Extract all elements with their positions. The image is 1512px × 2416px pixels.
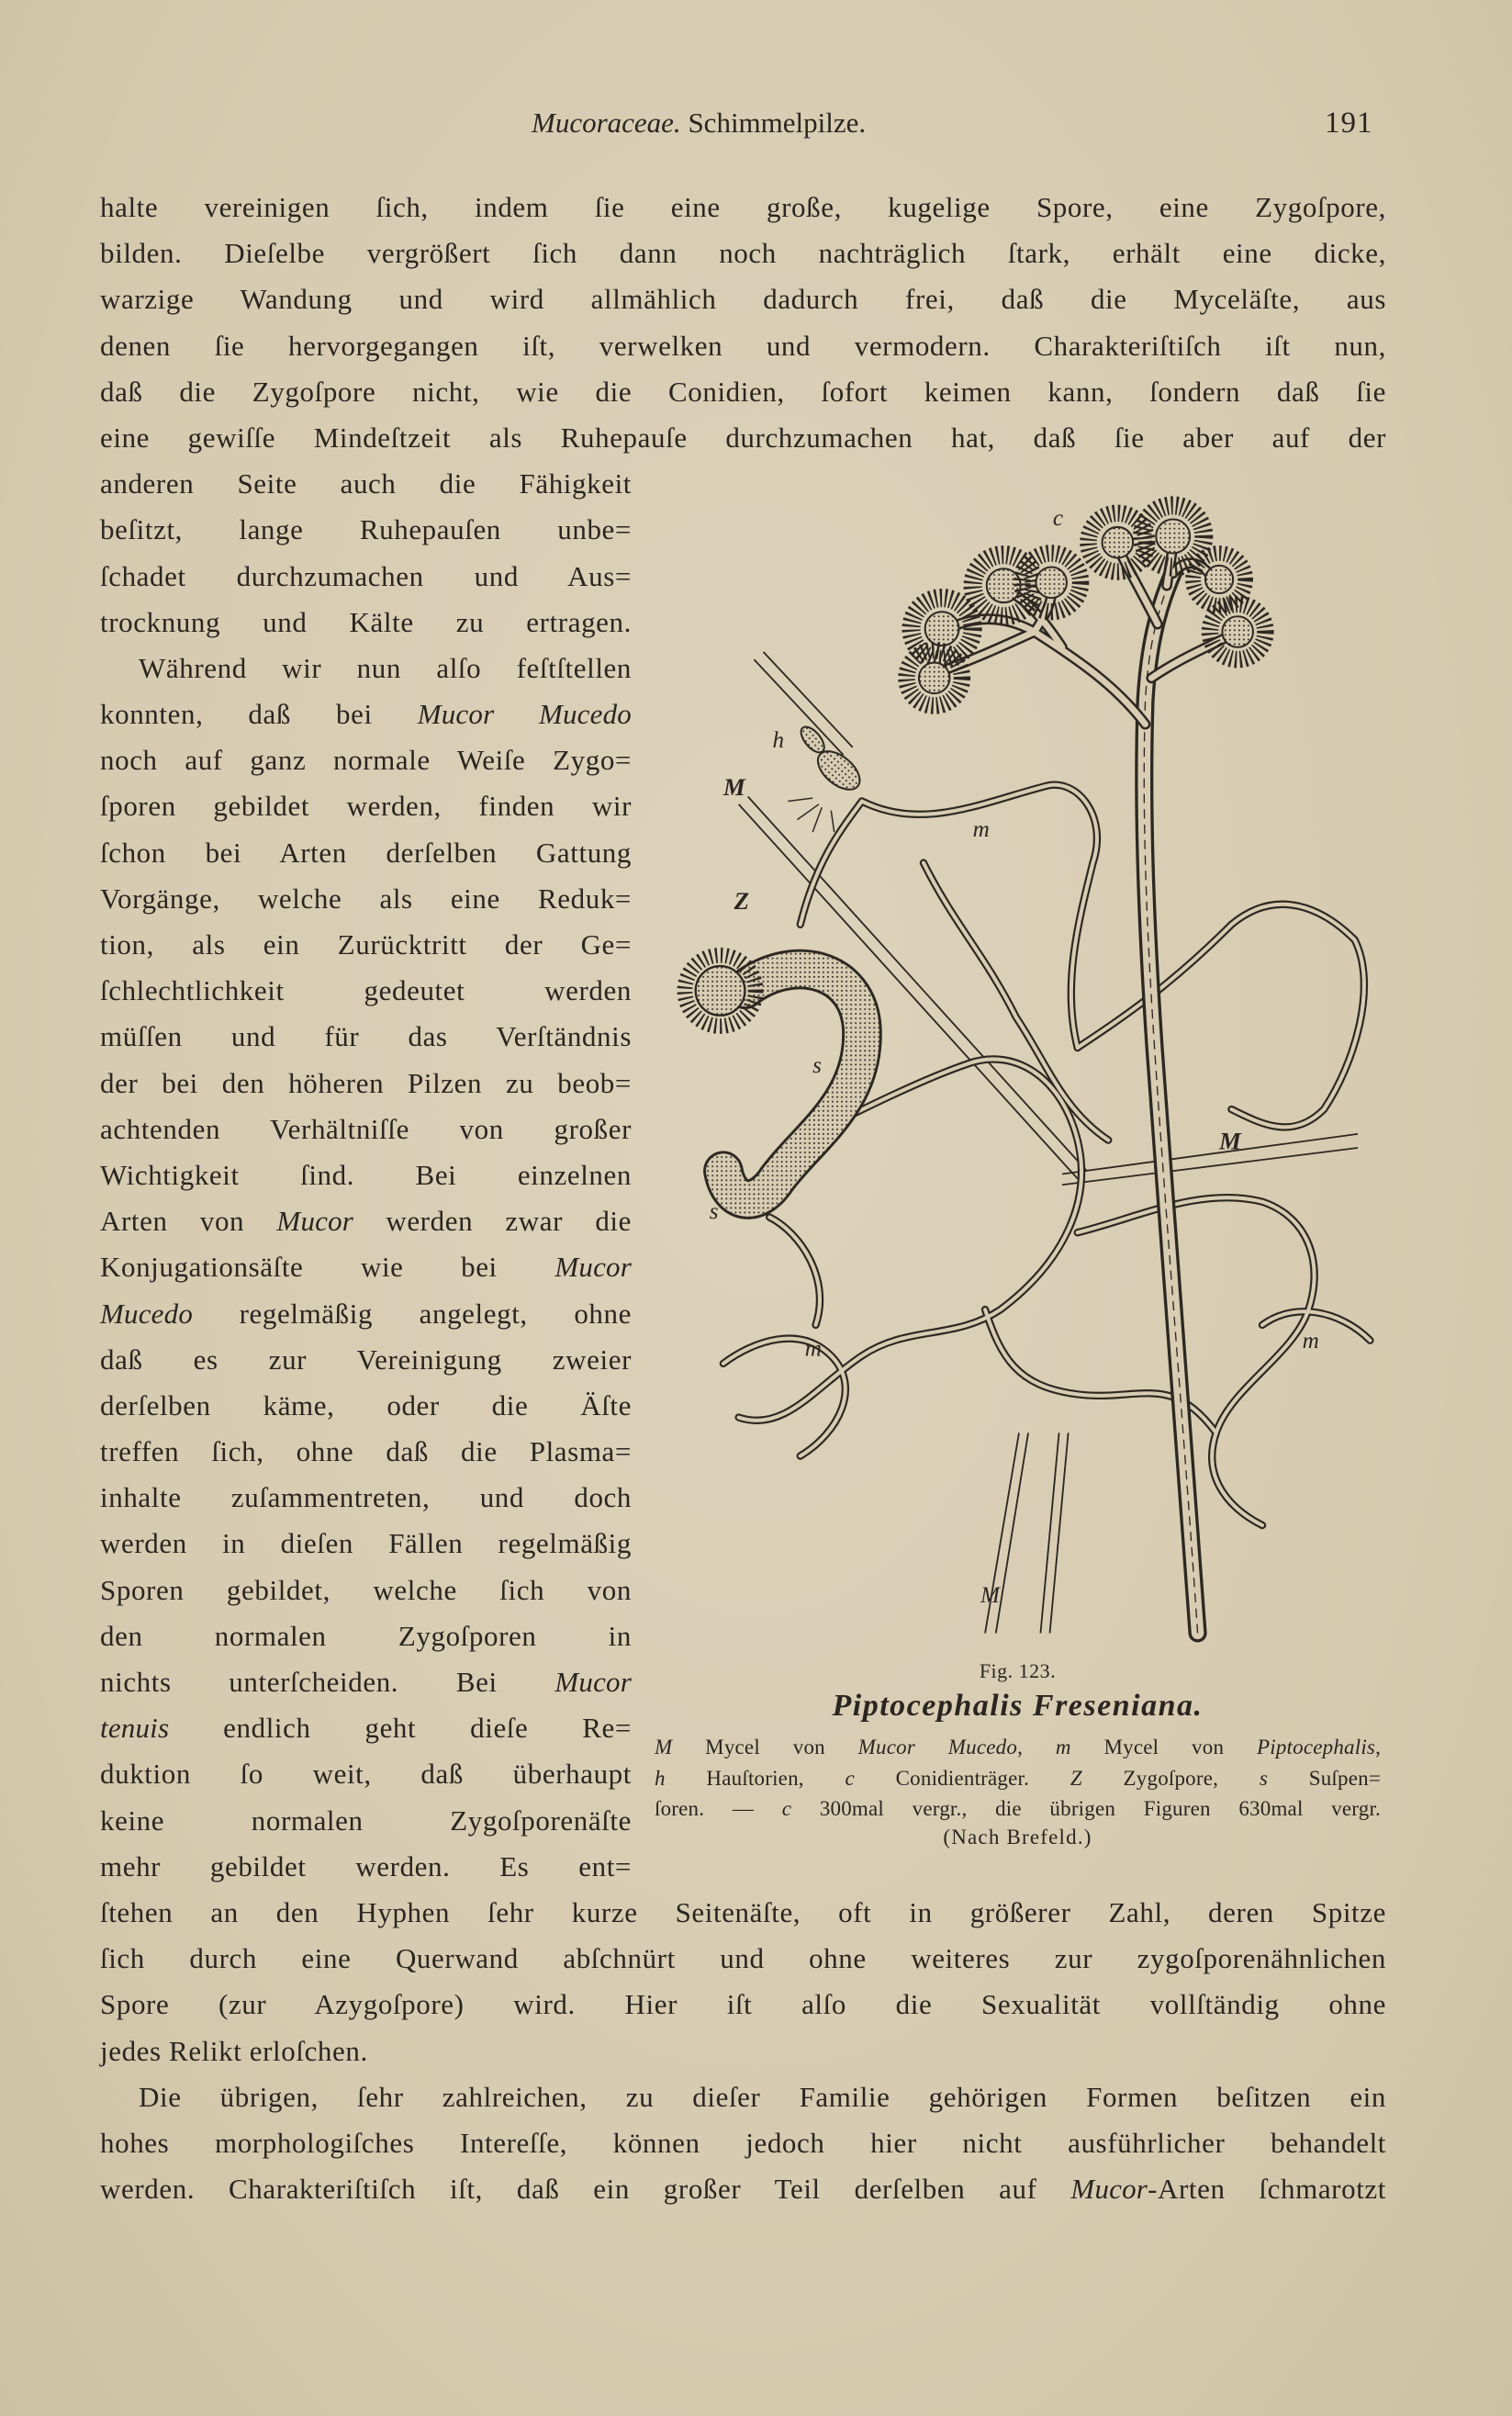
text-line <box>100 1244 632 1290</box>
caption-text: ſoren. — <box>655 1797 782 1820</box>
text-segment: Konjugationsäſte wie bei <box>100 1251 555 1284</box>
text-line: jedes Relikt erloſchen. <box>100 2034 368 2067</box>
text-segment: nichts unterſcheiden. Bei <box>100 1666 555 1698</box>
text-line <box>100 1291 632 1337</box>
text-line: beſitzt, lange Ruhepauſen unbe= <box>100 513 632 546</box>
species-name: Mucor <box>276 1205 354 1238</box>
text-line: warzige Wandung und wird allmählich dadurch frei, daß die Myceläſte, aus <box>100 283 1386 316</box>
species-name: tenuis <box>100 1712 170 1745</box>
text-line: Sporen gebildet, welche ſich von <box>100 1573 632 1606</box>
running-header-german: Schimmelpilze. <box>688 107 867 139</box>
figure-title: Piptocephalis Freseniana. <box>832 1689 1204 1723</box>
page-number: 191 <box>1325 107 1373 140</box>
figure-label: M <box>1219 1127 1241 1155</box>
text-segment: werden zwar die <box>353 1205 632 1238</box>
text-line: noch auf ganz normale Weiſe Zygo= <box>100 744 632 777</box>
caption-key: c <box>845 1767 855 1790</box>
text-line <box>100 1659 632 1705</box>
text-line: daß die Zygoſpore nicht, wie die Conidien, ſofort keimen kann, ſondern daß ſie <box>100 375 1386 408</box>
text-line: tion, als ein Zurücktritt der Ge= <box>100 928 632 961</box>
species-name: Mucor Mucedo <box>417 698 632 731</box>
figure-label: h <box>772 727 785 753</box>
figure-label: m <box>972 817 990 843</box>
caption-key: h <box>655 1767 666 1790</box>
text-line <box>100 691 632 737</box>
figure-label: m <box>1302 1329 1319 1354</box>
text-line: trocknung und Kälte zu ertragen. <box>100 605 632 638</box>
caption-source: (Nach Brefeld.) <box>943 1826 1092 1849</box>
caption-text: Mycel von <box>672 1736 858 1759</box>
figure-label: M <box>722 772 745 801</box>
text-segment: -Arten ſchmarotzt <box>1148 2173 1386 2206</box>
caption-text: , <box>1375 1736 1382 1759</box>
text-line: mehr gebildet werden. Es ent= <box>100 1849 632 1882</box>
caption-text: Hauſtorien, <box>665 1767 846 1790</box>
species-name: Mucedo <box>100 1297 194 1330</box>
text-line <box>100 1705 632 1751</box>
text-line <box>100 2166 1386 2212</box>
caption-text: Suſpen= <box>1268 1767 1381 1790</box>
text-line: Vorgänge, welche als eine Reduk= <box>100 882 632 915</box>
text-line: denen ſie hervorgegangen iſt, verwelken und vermodern. Charakteriſtiſch iſt nun, <box>100 329 1386 362</box>
text-line: der bei den höheren Pilzen zu beob= <box>100 1066 632 1099</box>
caption-key: M <box>655 1736 673 1759</box>
caption-key: c <box>781 1797 792 1820</box>
text-line: Spore (zur Azygoſpore) wird. Hier iſt alſo die Sexualität vollſtändig ohne <box>100 1988 1386 2021</box>
text-segment: werden. Charakteriſtiſch iſt, daß ein großer Teil derſelben auf <box>100 2173 1071 2206</box>
caption-text: , <box>1017 1736 1056 1759</box>
text-line: Die übrigen, ſehr zahlreichen, zu dieſer Familie gehörigen Formen beſitzen ein <box>139 2080 1386 2113</box>
conidiophore-stalk <box>935 539 1237 1633</box>
caption-line <box>655 1732 1381 1763</box>
figure-label: M <box>980 1582 1000 1608</box>
figure-label: Z <box>734 886 750 915</box>
caption-line <box>655 1793 1381 1825</box>
text-line: ſchon bei Arten derſelben Gattung <box>100 836 632 869</box>
zygospore <box>685 955 756 1026</box>
caption-line <box>655 1763 1381 1794</box>
text-line: ſich durch eine Querwand abſchnürt und ohne weiteres zur zygoſporenähnlichen <box>100 1942 1386 1975</box>
figure-label: c <box>1052 506 1064 532</box>
caption-text: 300mal vergr., die übrigen Figuren 630mal vergr. <box>791 1797 1381 1820</box>
species-name: Mucor <box>1070 2173 1148 2206</box>
text-line: ſtehen an den Hyphen ſehr kurze Seitenäſte, oft in größerer Zahl, deren Spitze <box>100 1895 1386 1928</box>
text-line: ſchadet durchzumachen und Aus= <box>100 559 632 592</box>
species-name: Mucor <box>554 1251 632 1284</box>
text-line: anderen Seite auch die Fähigkeit <box>100 467 632 500</box>
caption-key: m <box>1055 1736 1071 1759</box>
suspensor <box>723 970 862 1199</box>
text-line: derſelben käme, oder die Äſte <box>100 1388 632 1422</box>
text-line: Während wir nun alſo feſtſtellen <box>139 651 632 684</box>
text-line: ſchlechtlichkeit gedeutet werden <box>100 974 632 1007</box>
text-line: keine normalen Zygoſporenäſte <box>100 1804 632 1837</box>
caption-text: Zygoſpore, <box>1081 1767 1260 1790</box>
running-header <box>532 105 866 141</box>
text-line: daß es zur Vereinigung zweier <box>100 1343 632 1376</box>
text-line: eine gewiſſe Mindeſtzeit als Ruhepauſe durchzumachen hat, daß ſie aber auf der <box>100 421 1386 454</box>
text-line: achtenden Verhältniſſe von großer <box>100 1112 632 1145</box>
species-name: Mucor Mucedo <box>857 1736 1018 1759</box>
text-segment: regelmäßig angelegt, ohne <box>193 1297 632 1330</box>
figure-label: m <box>804 1336 822 1362</box>
species-name: Piptocephalis <box>1256 1736 1376 1759</box>
caption-text: Mycel von <box>1070 1736 1257 1759</box>
caption-key: s <box>1259 1767 1268 1790</box>
figure-label: s <box>812 1052 822 1078</box>
text-line: werden in dieſen Fällen regelmäßig <box>100 1527 632 1560</box>
text-line: treffen ſich, ohne daß die Plasma= <box>100 1435 632 1468</box>
text-segment: endlich geht dieſe Re= <box>169 1712 632 1745</box>
text-line: halte vereinigen ſich, indem ſie eine große, kugelige Spore, eine Zygoſpore, <box>100 191 1386 223</box>
text-line: Wichtigkeit ſind. Bei einzelnen <box>100 1158 632 1191</box>
text-segment: Arten von <box>100 1205 277 1238</box>
species-name: Mucor <box>554 1666 632 1698</box>
spore-head <box>907 505 1266 705</box>
caption-text: Conidienträger. <box>854 1767 1070 1790</box>
text-line: müſſen und für das Verſtändnis <box>100 1020 632 1053</box>
figure-number: Fig. 123. <box>979 1659 1057 1682</box>
text-line: ſporen gebildet werden, finden wir <box>100 790 632 823</box>
text-line: hohes morphologiſches Intereſſe, können jedoch hier nicht ausführlicher behandelt <box>100 2126 1386 2159</box>
caption-key: Z <box>1070 1767 1082 1790</box>
text-line <box>100 1198 632 1244</box>
text-line: duktion ſo weit, daß überhaupt <box>100 1758 632 1791</box>
text-segment: konnten, daß bei <box>100 698 418 731</box>
running-header-latin: Mucoraceae. <box>532 107 681 139</box>
text-line: den normalen Zygoſporen in <box>100 1619 632 1652</box>
figure-illustration <box>646 493 1401 1664</box>
text-line: bilden. Dieſelbe vergrößert ſich dann noch nachträglich ſtark, erhält eine dicke, <box>100 237 1386 270</box>
figure-label: s <box>709 1199 719 1225</box>
text-line: inhalte zuſammentreten, und doch <box>100 1481 632 1514</box>
